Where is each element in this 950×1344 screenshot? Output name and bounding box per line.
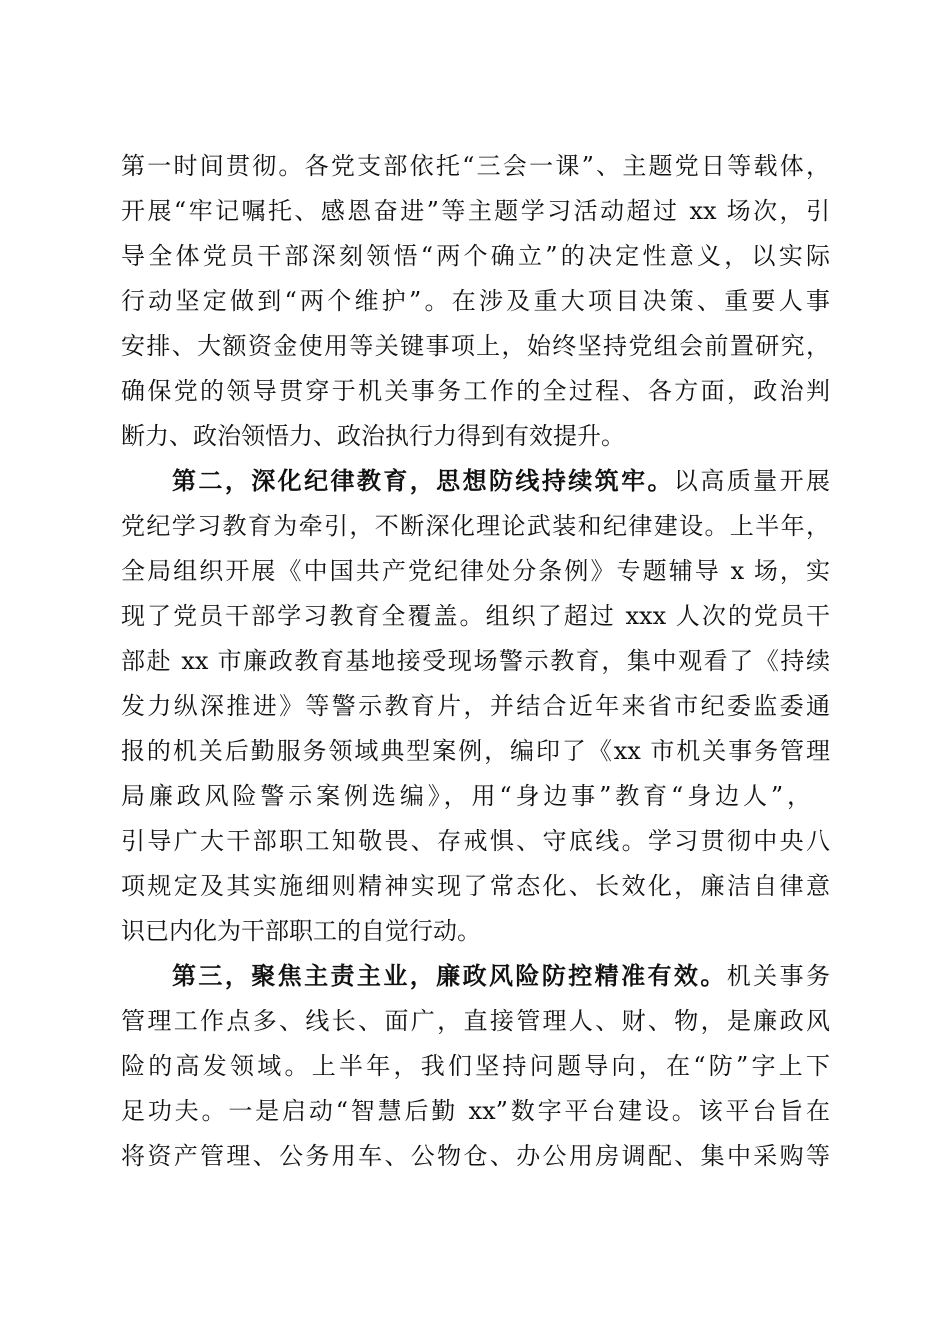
paragraph-line: 项规定及其实施细则精神实现了常态化、长效化，廉洁自律意: [121, 872, 830, 900]
paragraph-line: 发力纵深推进》等警示教育片，并结合近年来省市纪委监委通: [121, 692, 830, 720]
paragraph-line: 断力、政治领悟力、政治执行力得到有效提升。: [121, 422, 625, 450]
paragraph-line: 开展“牢记嘱托、感恩奋进”等主题学习活动超过 xx 场次，引: [121, 197, 830, 225]
paragraph-line: 局廉政风险警示案例选编》，用“身边事”教育“身边人”，: [121, 782, 811, 810]
paragraph-line: 行动坚定做到“两个维护”。在涉及重大项目决策、重要人事: [121, 287, 830, 315]
paragraph-line: 引导广大干部职工知敬畏、存戒惧、守底线。学习贯彻中央八: [121, 827, 830, 855]
paragraph-line: 识已内化为干部职工的自觉行动。: [121, 917, 481, 945]
paragraph-line: 安排、大额资金使用等关键事项上，始终坚持党组会前置研究，: [121, 332, 830, 360]
paragraph-line: 将资产管理、公务用车、公物仓、办公用房调配、集中采购等: [121, 1142, 830, 1170]
paragraph-line: 报的机关后勤服务领域典型案例，编印了《xx 市机关事务管理: [121, 737, 830, 765]
paragraph-line: 党纪学习教育为牵引，不断深化理论武装和纪律建设。上半年，: [121, 512, 830, 540]
paragraph-line: 足功夫。一是启动“智慧后勤 xx”数字平台建设。该平台旨在: [121, 1097, 830, 1125]
paragraph-line: 现了党员干部学习教育全覆盖。组织了超过 xxx 人次的党员干: [121, 602, 830, 630]
paragraph-line: 险的高发领域。上半年，我们坚持问题导向，在“防”字上下: [121, 1052, 830, 1080]
paragraph-line: 导全体党员干部深刻领悟“两个确立”的决定性意义，以实际: [121, 242, 830, 270]
paragraph-line: 部赴 xx 市廉政教育基地接受现场警示教育，集中观看了《持续: [121, 647, 830, 675]
paragraph-heading: 第三，聚焦主责主业，廉政风险防控精准有效。: [172, 961, 727, 990]
paragraph-text: 机关事务: [726, 962, 830, 990]
paragraph-line: 管理工作点多、线长、面广，直接管理人、财、物，是廉政风: [121, 1007, 830, 1035]
paragraph-line: 全局组织开展《中国共产党纪律处分条例》专题辅导 x 场，实: [121, 557, 830, 585]
paragraph-text: 以高质量开展: [673, 467, 831, 495]
paragraph-first-line: [172, 960, 830, 992]
paragraph-heading: 第二，深化纪律教育，思想防线持续筑牢。: [172, 466, 674, 495]
paragraph-line: 确保党的领导贯穿于机关事务工作的全过程、各方面，政治判: [121, 377, 830, 405]
paragraph-line: 第一时间贯彻。各党支部依托“三会一课”、主题党日等载体，: [121, 152, 830, 180]
paragraph-first-line: [172, 465, 830, 497]
